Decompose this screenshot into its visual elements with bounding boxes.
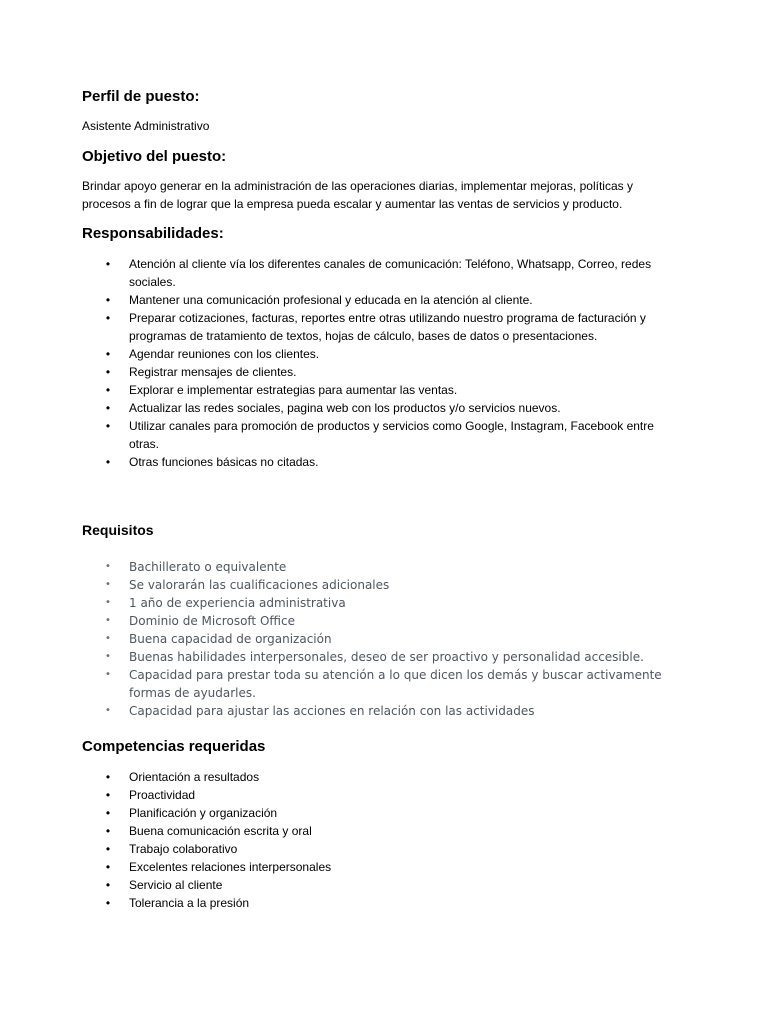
list-item [82,381,682,399]
bullet-icon: • [105,669,111,680]
list-item-text: Utilizar canales para promoción de productos y servicios como Google, Instagram, Facebook entre otras. [129,419,654,451]
list-item-text: Preparar cotizaciones, facturas, reportes entre otras utilizando nuestro programa de facturación y programas de tratamiento de textos, hojas de cálculo, bases de datos o presentaciones. [129,311,646,343]
list-item-text: Capacidad para ajustar las acciones en relación con las actividades [129,704,535,718]
list-item-text: 1 año de experiencia administrativa [129,596,346,610]
list-item [82,309,682,345]
list-item-text: Buenas habilidades interpersonales, deseo de ser proactivo y personalidad accesible. [129,650,644,664]
list-item [82,702,682,720]
list-item [82,453,682,471]
list-item-text: Explorar e implementar estrategias para aumentar las ventas. [129,383,458,397]
bullet-icon: • [105,365,111,379]
perfil-heading: Perfil de puesto: [82,88,200,105]
responsabilidades-section [82,225,682,471]
bullet-icon: • [105,561,111,572]
list-item-text: Actualizar las redes sociales, pagina web con los productos y/o servicios nuevos. [129,401,561,415]
requisitos-section [82,521,682,720]
list-item [82,576,682,594]
bullet-icon: • [105,383,111,397]
list-item-text: Se valorarán las cualificaciones adicionales [129,578,390,592]
list-item-text: Orientación a resultados [129,770,260,784]
list-item-text: Dominio de Microsoft Office [129,614,295,628]
list-item [82,858,682,876]
bullet-icon: • [105,311,111,325]
competencias-heading: Competencias requeridas [82,738,266,755]
bullet-icon: • [105,770,111,784]
list-item-text: Otras funciones básicas no citadas. [129,455,319,469]
list-item-text: Proactividad [129,788,196,802]
perfil-value: Asistente Administrativo [82,119,210,133]
bullet-icon: • [105,896,111,910]
bullet-icon: • [105,257,111,271]
competencias-section [82,738,682,912]
list-item-text: Agendar reuniones con los clientes. [129,347,320,361]
list-item [82,417,682,453]
list-item [82,291,682,309]
list-item [82,786,682,804]
list-item [82,768,682,786]
list-item-text: Registrar mensajes de clientes. [129,365,297,379]
list-item [82,399,682,417]
responsabilidades-list [82,255,682,471]
list-item-text: Planificación y organización [129,806,278,820]
objetivo-heading: Objetivo del puesto: [82,148,227,165]
list-item [82,822,682,840]
objetivo-section [82,148,682,213]
requisitos-list [82,558,682,720]
bullet-icon: • [105,824,111,838]
list-item [82,648,682,666]
bullet-icon: • [105,651,111,662]
list-item-text: Atención al cliente vía los diferentes canales de comunicación: Teléfono, Whatsapp, Correo, redes sociales. [129,257,652,289]
objetivo-text: Brindar apoyo generar en la administración de las operaciones diarias, implementar mejoras, políticas y procesos a fin de lograr que la empresa pueda escalar y aumentar las ventas de servicios y producto. [82,179,633,211]
list-item-text: Trabajo colaborativo [129,842,238,856]
list-item-text: Tolerancia a la presión [129,896,250,910]
list-item [82,345,682,363]
bullet-icon: • [105,597,111,608]
list-item [82,594,682,612]
list-item [82,558,682,576]
bullet-icon: • [105,806,111,820]
bullet-icon: • [105,347,111,361]
bullet-icon: • [105,788,111,802]
list-item-text: Excelentes relaciones interpersonales [129,860,332,874]
list-item [82,255,682,291]
list-item-text: Bachillerato o equivalente [129,560,287,574]
list-item [82,363,682,381]
list-item-text: Mantener una comunicación profesional y educada en la atención al cliente. [129,293,533,307]
list-item [82,876,682,894]
bullet-icon: • [105,705,111,716]
list-item [82,804,682,822]
list-item [82,612,682,630]
requisitos-heading: Requisitos [82,522,154,538]
bullet-icon: • [105,419,111,433]
bullet-icon: • [105,633,111,644]
list-item-text: Buena comunicación escrita y oral [129,824,312,838]
list-item-text: Capacidad para prestar toda su atención a lo que dicen los demás y buscar activamente formas de ayudarles. [129,668,662,700]
list-item [82,630,682,648]
bullet-icon: • [105,401,111,415]
list-item [82,666,682,702]
bullet-icon: • [105,860,111,874]
list-item [82,840,682,858]
list-item-text: Servicio al cliente [129,878,223,892]
responsabilidades-heading: Responsabilidades: [82,225,224,242]
bullet-icon: • [105,878,111,892]
bullet-icon: • [105,615,111,626]
bullet-icon: • [105,293,111,307]
list-item [82,894,682,912]
list-item-text: Buena capacidad de organización [129,632,332,646]
competencias-list [82,768,682,912]
perfil-section [82,88,682,135]
bullet-icon: • [105,579,111,590]
bullet-icon: • [105,842,111,856]
bullet-icon: • [105,455,111,469]
